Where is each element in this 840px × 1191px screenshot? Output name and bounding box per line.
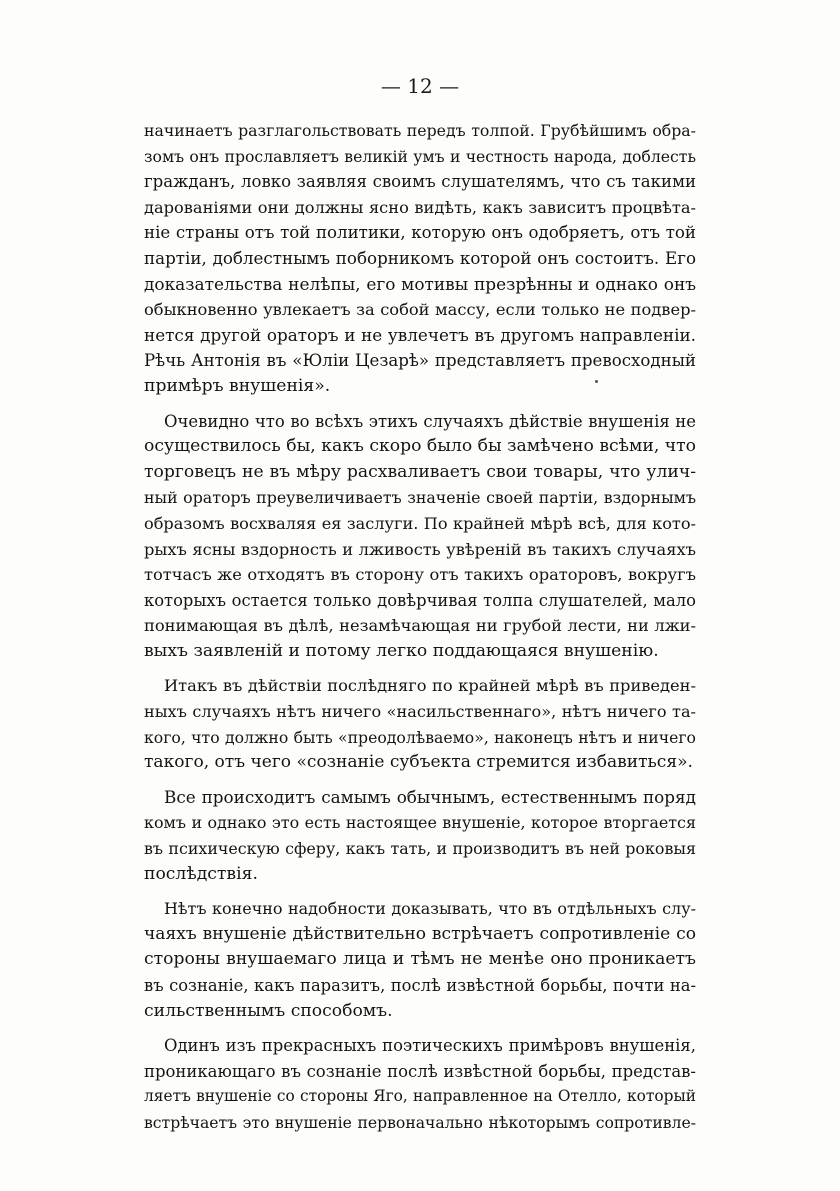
text-line: ный ораторъ преувеличиваетъ значеніе своей партіи, вздорнымъ bbox=[144, 488, 696, 508]
paragraph bbox=[144, 118, 696, 400]
paragraph bbox=[144, 673, 696, 775]
text-line: начинаетъ разглагольствовать передъ толпой. Грубѣйшимъ обра- bbox=[144, 121, 696, 140]
text-line: Рѣчь Антонія въ «Юліи Цезарѣ» представляетъ превосходный bbox=[144, 351, 696, 371]
text-line: Очевидно что во всѣхъ этихъ случаяхъ дѣйствіе внушенія не bbox=[164, 411, 696, 431]
paragraph bbox=[144, 785, 696, 887]
text-line: встрѣчаетъ это внушеніе первоначально нѣкоторымъ сопротивле- bbox=[144, 1112, 696, 1132]
text-line: ляетъ внушеніе со стороны Яго, направленное на Отелло, который bbox=[144, 1087, 696, 1106]
text-line: тотчасъ же отходятъ въ сторону отъ такихъ ораторовъ, вокругъ bbox=[144, 565, 696, 585]
paragraph bbox=[144, 409, 696, 665]
text-line: рыхъ ясны вздорность и лживость увѣреній въ такихъ случаяхъ bbox=[144, 539, 696, 559]
text-line: Одинъ изъ прекрасныхъ поэтическихъ примѣровъ внушенія, bbox=[164, 1036, 696, 1056]
text-line: торговецъ не въ мѣру расхваливаетъ свои товары, что улич- bbox=[144, 461, 696, 482]
text-line: понимающая въ дѣлѣ, незамѣчающая ни грубой лести, ни лжи- bbox=[144, 616, 696, 636]
text-line: стороны внушаемаго лица и тѣмъ не менѣе оно проникаетъ bbox=[144, 949, 696, 970]
text-line: обыкновенно увлекаетъ за собой массу, если только не подвер- bbox=[144, 300, 696, 320]
text-line: комъ и однако это есть настоящее внушеніе, которое вторгается bbox=[144, 813, 696, 833]
text-line: чаяхъ внушеніе дѣйствительно встрѣчаетъ сопротивленіе со bbox=[144, 923, 696, 944]
page-number: — 12 — bbox=[380, 74, 460, 98]
text-line: образомъ восхваляя ея заслуги. По крайней мѣрѣ всѣ, для кото- bbox=[144, 513, 696, 533]
text-line: въ психическую сферу, какъ тать, и производитъ въ ней роковыя bbox=[144, 839, 696, 859]
text-line: кого, что должно быть «преодолѣваемо», наконецъ нѣтъ и ничего bbox=[144, 727, 696, 747]
text-line: дарованіями они должны ясно видѣть, какъ зависитъ процвѣта- bbox=[144, 197, 696, 217]
text-line: ніе страны отъ той политики, которую онъ одобряетъ, отъ той bbox=[144, 223, 696, 243]
text-line: послѣдствія. bbox=[144, 863, 258, 884]
text-line: проникающаго въ сознаніе послѣ извѣстной борьбы, представ- bbox=[144, 1061, 696, 1081]
text-line: зомъ онъ прославляетъ великій умъ и честность народа, доблесть bbox=[144, 146, 696, 166]
text-line: осуществилось бы, какъ скоро было бы замѣчено всѣми, что bbox=[144, 436, 696, 457]
text-line: гражданъ, ловко заявляя своимъ слушателямъ, что съ такими bbox=[144, 172, 696, 192]
body-text bbox=[144, 118, 696, 1145]
text-line: ныхъ случаяхъ нѣтъ ничего «насильственнаго», нѣтъ ничего та- bbox=[144, 702, 696, 722]
text-line: доказательства нелѣпы, его мотивы презрѣнны и однако онъ bbox=[144, 273, 696, 294]
text-line: въ сознаніе, какъ паразитъ, послѣ извѣстной борьбы, почти на- bbox=[144, 976, 696, 995]
text-line: Нѣтъ конечно надобности доказывать, что въ отдѣльныхъ слу- bbox=[164, 899, 696, 919]
text-line: Все происходитъ самымъ обычнымъ, естественнымъ поряд bbox=[164, 786, 696, 807]
text-line: примѣръ внушенія». bbox=[144, 375, 331, 396]
text-line: которыхъ остается только довѣрчивая толпа слушателей, мало bbox=[144, 590, 696, 610]
text-line: нется другой ораторъ и не увлечетъ въ другомъ направленіи. bbox=[144, 324, 696, 345]
text-line: выхъ заявленій и потому легко поддающаяся внушенію. bbox=[144, 640, 659, 661]
text-line: партіи, доблестнымъ поборникомъ которой онъ состоитъ. Его bbox=[144, 247, 696, 268]
text-line: сильственнымъ способомъ. bbox=[144, 1000, 393, 1021]
paragraph bbox=[144, 1033, 696, 1135]
paragraph bbox=[144, 896, 696, 1024]
text-line: такого, отъ чего «сознаніе субъекта стремится избавиться». bbox=[144, 752, 693, 773]
text-line: Итакъ въ дѣйствіи послѣдняго по крайней мѣрѣ въ приведен- bbox=[164, 676, 696, 696]
